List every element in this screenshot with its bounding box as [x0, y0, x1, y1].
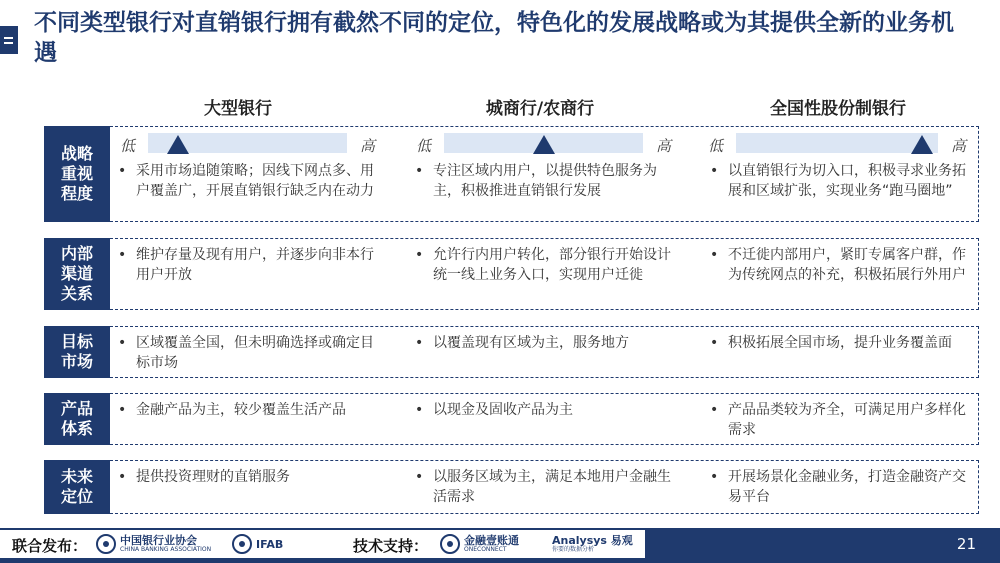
column-header-large-banks: 大型银行	[204, 99, 272, 119]
scale-high-label: 高	[359, 137, 375, 155]
bullet: •	[415, 335, 424, 351]
row-body	[110, 126, 979, 222]
page-title: 不同类型银行对直销银行拥有截然不同的定位，特色化的发展战略或为其提供全新的业务机遇	[34, 10, 954, 66]
cell	[710, 333, 972, 353]
cell	[710, 161, 972, 201]
cell-text: 金融产品为主，较少覆盖生活产品	[136, 402, 346, 418]
bullet: •	[118, 247, 127, 263]
oneconnect-logo-sub: ONECONNECT	[464, 546, 507, 553]
cba-logo-name: 中国银行业协会	[120, 534, 197, 547]
cell	[415, 400, 677, 420]
cell	[710, 245, 972, 285]
cell	[415, 161, 677, 201]
importance-scale-joint-stock-banks	[708, 131, 966, 155]
bullet: •	[118, 469, 127, 485]
row-label: 内部 渠道 关系	[44, 238, 110, 310]
bullet: •	[710, 469, 719, 485]
bullet: •	[415, 163, 424, 179]
row-label: 战略 重视 程度	[44, 126, 110, 222]
cell-text: 以服务区域为主，满足本地用户金融生活需求	[433, 469, 671, 505]
cell	[710, 400, 972, 440]
column-header-city-rural-banks: 城商行/农商行	[485, 99, 595, 119]
row-channel-relations	[44, 238, 979, 310]
row-product-system	[44, 393, 979, 445]
cell-text: 产品品类较为齐全，可满足用户多样化需求	[728, 402, 966, 438]
oneconnect-emblem-icon	[440, 534, 460, 554]
scale-high-label: 高	[655, 137, 671, 155]
cba-logo-sub: CHINA BANKING ASSOCIATION	[120, 546, 212, 553]
cell	[118, 467, 380, 487]
scale-low-label: 低	[708, 137, 724, 155]
row-future-positioning	[44, 460, 979, 514]
row-body	[110, 393, 979, 445]
cell-text: 积极拓展全国市场，提升业务覆盖面	[728, 335, 952, 351]
publish-label: 联合发布：	[12, 537, 88, 555]
cell-text: 不迁徙内部用户，紧盯专属客户群，作为传统网点的补充，积极拓展行外用户	[728, 247, 966, 283]
cell	[415, 333, 677, 353]
bullet: •	[415, 247, 424, 263]
bullet: •	[118, 402, 127, 418]
scale-bar	[736, 133, 938, 153]
row-body	[110, 460, 979, 514]
analysys-logo	[552, 533, 633, 555]
column-header-joint-stock-banks: 全国性股份制银行	[770, 99, 906, 119]
cell	[710, 467, 972, 507]
support-label: 技术支持：	[353, 537, 429, 555]
cell	[118, 245, 380, 285]
cell-text: 以现金及固收产品为主	[433, 402, 573, 418]
ifab-logo	[232, 533, 283, 555]
page-number: 21	[956, 535, 976, 553]
cell-text: 提供投资理财的直销服务	[136, 469, 290, 485]
ifab-emblem-icon	[232, 534, 252, 554]
menu-icon	[0, 26, 18, 54]
ifab-logo-name: IFAB	[256, 537, 284, 551]
oneconnect-logo-name: 金融壹账通	[464, 534, 519, 547]
bullet: •	[710, 335, 719, 351]
row-strategy-importance	[44, 126, 979, 222]
scale-marker-icon	[167, 135, 189, 154]
cell-text: 区域覆盖全国，但未明确选择或确定目标市场	[136, 335, 374, 371]
scale-marker-icon	[533, 135, 555, 154]
cell-text: 以直销银行为切入口，积极寻求业务拓展和区域扩张，实现业务“跑马圈地”	[728, 163, 966, 199]
scale-high-label: 高	[950, 137, 966, 155]
cba-emblem-icon	[96, 534, 116, 554]
scale-bar	[444, 133, 643, 153]
cba-logo	[96, 533, 211, 555]
cell-text: 以覆盖现有区域为主，服务地方	[433, 335, 629, 351]
cell-text: 专注区域内用户，以提供特色服务为主，积极推进直销银行发展	[433, 163, 657, 199]
bullet: •	[710, 402, 719, 418]
bullet: •	[118, 335, 127, 351]
cell-text: 开展场景化金融业务，打造金融资产交易平台	[728, 469, 966, 505]
cell	[415, 245, 677, 285]
analysys-logo-name: Analysys 易观	[552, 534, 633, 547]
bullet: •	[118, 163, 127, 179]
row-body	[110, 238, 979, 310]
bullet: •	[415, 402, 424, 418]
bullet: •	[415, 469, 424, 485]
row-target-market	[44, 326, 979, 378]
scale-low-label: 低	[120, 137, 136, 155]
cell-text: 采用市场追随策略；因线下网点多、用户覆盖广，开展直销银行缺乏内在动力	[136, 163, 374, 199]
cell	[118, 333, 380, 373]
cell	[118, 400, 380, 420]
oneconnect-logo	[440, 533, 519, 555]
bullet: •	[710, 163, 719, 179]
row-body	[110, 326, 979, 378]
cell	[415, 467, 677, 507]
importance-scale-city-rural-banks	[416, 131, 671, 155]
cell	[118, 161, 380, 201]
row-label: 产品 体系	[44, 393, 110, 445]
row-label: 目标 市场	[44, 326, 110, 378]
bullet: •	[710, 247, 719, 263]
cell-text: 维护存量及现有用户，并逐步向非本行用户开放	[136, 247, 374, 283]
scale-bar	[148, 133, 347, 153]
scale-low-label: 低	[416, 137, 432, 155]
scale-marker-icon	[911, 135, 933, 154]
analysys-logo-sub: 你要的数据分析	[552, 546, 595, 553]
cell-text: 允许行内用户转化，部分银行开始设计统一线上业务入口，实现用户迁徙	[433, 247, 671, 283]
row-label: 未来 定位	[44, 460, 110, 514]
importance-scale-large-banks	[120, 131, 375, 155]
